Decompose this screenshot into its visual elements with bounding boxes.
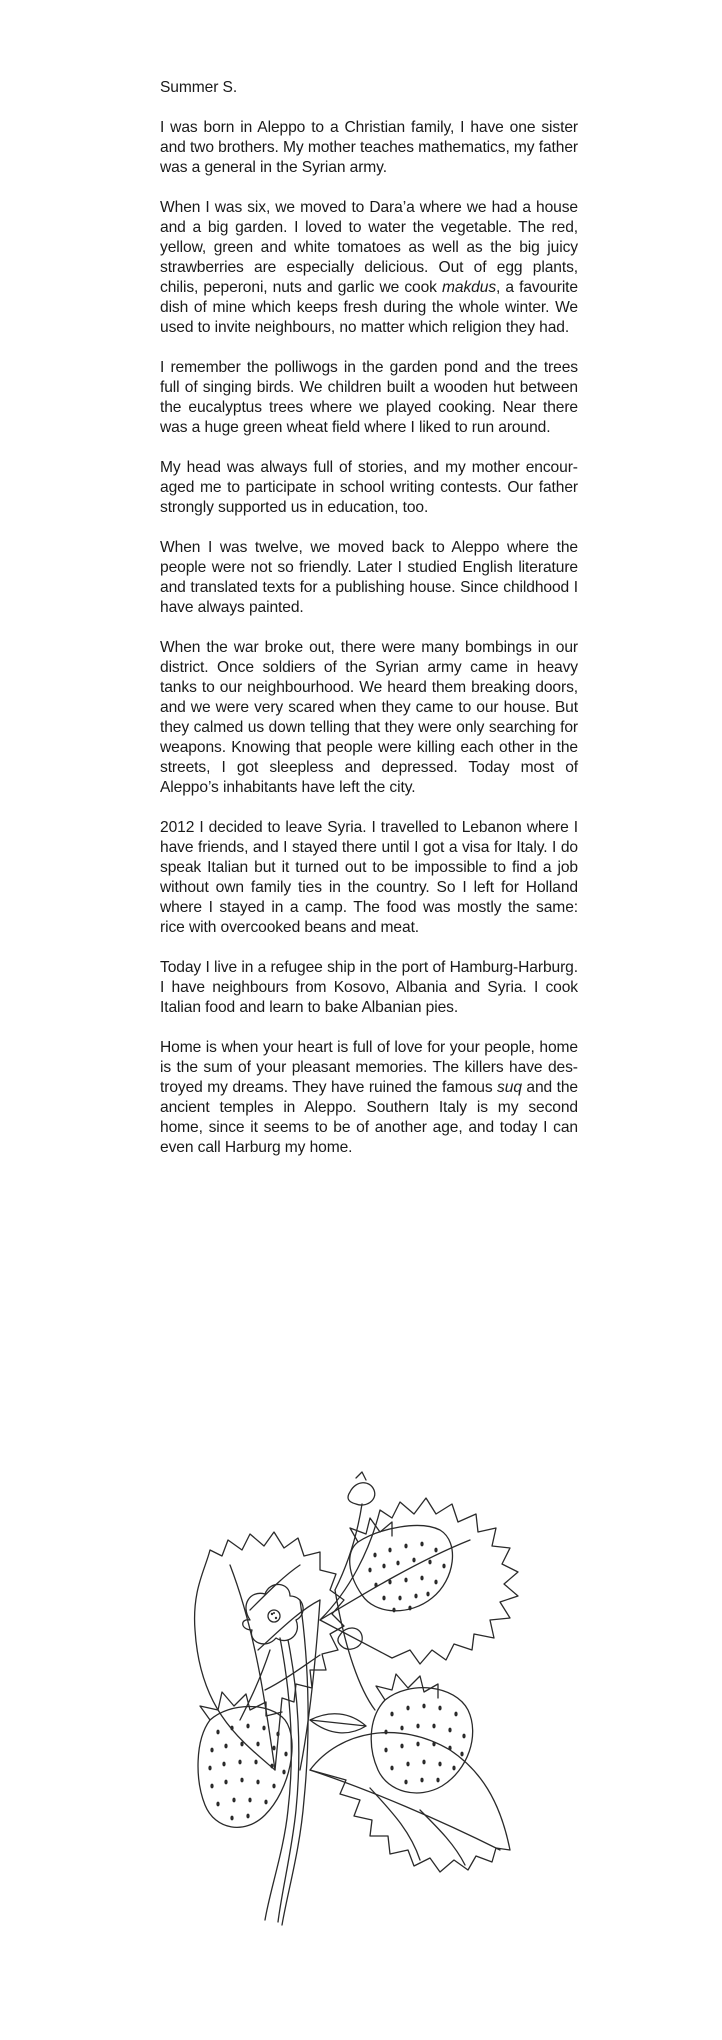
story-paragraph [160,638,578,798]
story-text [160,78,578,1178]
italic-term: suq [497,1079,522,1096]
flower-bud [348,1483,375,1505]
strawberry-right [371,1688,472,1793]
story-paragraph [160,818,578,938]
leaf-lower-right [310,1733,510,1872]
paragraph-text: I was born in Aleppo to a Christian family, I have one sister and two brothers. My mother teaches mathematics, my father was a general in the Syrian army. [160,119,579,176]
italic-term: makdus [442,279,497,296]
story-paragraphs [160,118,578,1158]
stem-bundle [265,1638,291,1920]
leaf-top-right [320,1498,518,1664]
author-name: Summer S. [160,79,238,96]
paragraph-text: Today I live in a refugee ship in the port of Hamburg-Harburg. I have neighbours from Kosovo, Albania and Syria. I cook Italian food and learn to bake Albanian pies. [160,959,578,1016]
story-paragraph [160,1038,578,1158]
paragraph-text: When I was six, we moved to Dara’a where we had a house and a big garden. I loved to water the vegetable. The red, yellow, green and white tomatoes as well as the big juicy strawberries are especially delicious. Out of egg plants, chilis, peperoni, nuts and garlic we cook [160,199,578,296]
strawberry-left [198,1707,292,1828]
story-paragraph [160,958,578,1018]
paragraph-text: When I was twelve, we moved back to Aleppo where the people were not so friendly. Later I studied English literature and translated texts for a publishing house. Since childhood I have always painted. [160,539,578,616]
paragraph-text: My head was always full of stories, and my mother encouraged me to participate in school writing contests. Our father strongly supported us in education, too. [160,459,578,516]
paragraph-text: I remember the polliwogs in the garden pond and the trees full of singing birds. We children built a wooden hut between the eucalyptus trees where we played cooking. Near there was a huge green wheat field where I liked to run around. [160,359,578,436]
strawberry-plant-illustration [170,1470,550,1930]
paragraph-text: 2012 I decided to leave Syria. I travelled to Lebanon where I have friends, and I stayed there until I got a visa for Italy. I do speak Italian but it turned out to be impossible to find a job without own family ties in the country. So I left for Holland where I stayed in a camp. The food was mostly the same: rice with overcooked beans and meat. [160,819,578,936]
story-paragraph [160,458,578,518]
paragraph-text: and the ancient temples in Aleppo. Southern Italy is my second home, since it seems to be of another age, and today I can even call Harburg my home. [160,1079,578,1156]
paragraph-text: When the war broke out, there were many bombings in our district. Once soldiers of the Syrian army came in heavy tanks to our neighbourhood. We heard them breaking doors, and we were very scared when they came to our house. But they calmed us down telling that they were only searching for weapons. Knowing that people were killing each other in the streets, I got sleepless and depressed. Today most of Aleppo’s inhabitants have left the city. [160,639,578,796]
story-paragraph [160,198,578,338]
story-paragraph [160,538,578,618]
paragraph-text: , a favourite dish of mine which keeps fresh during the whole winter. We used to invite neighbours, no matter which religion they had. [160,279,578,336]
story-paragraph [160,118,578,178]
story-paragraph [160,358,578,438]
paragraph-text: Home is when your heart is full of love for your people, home is the sum of your pleasant memories. The killers have destroyed my dreams. They have ruined the famous [160,1039,578,1096]
